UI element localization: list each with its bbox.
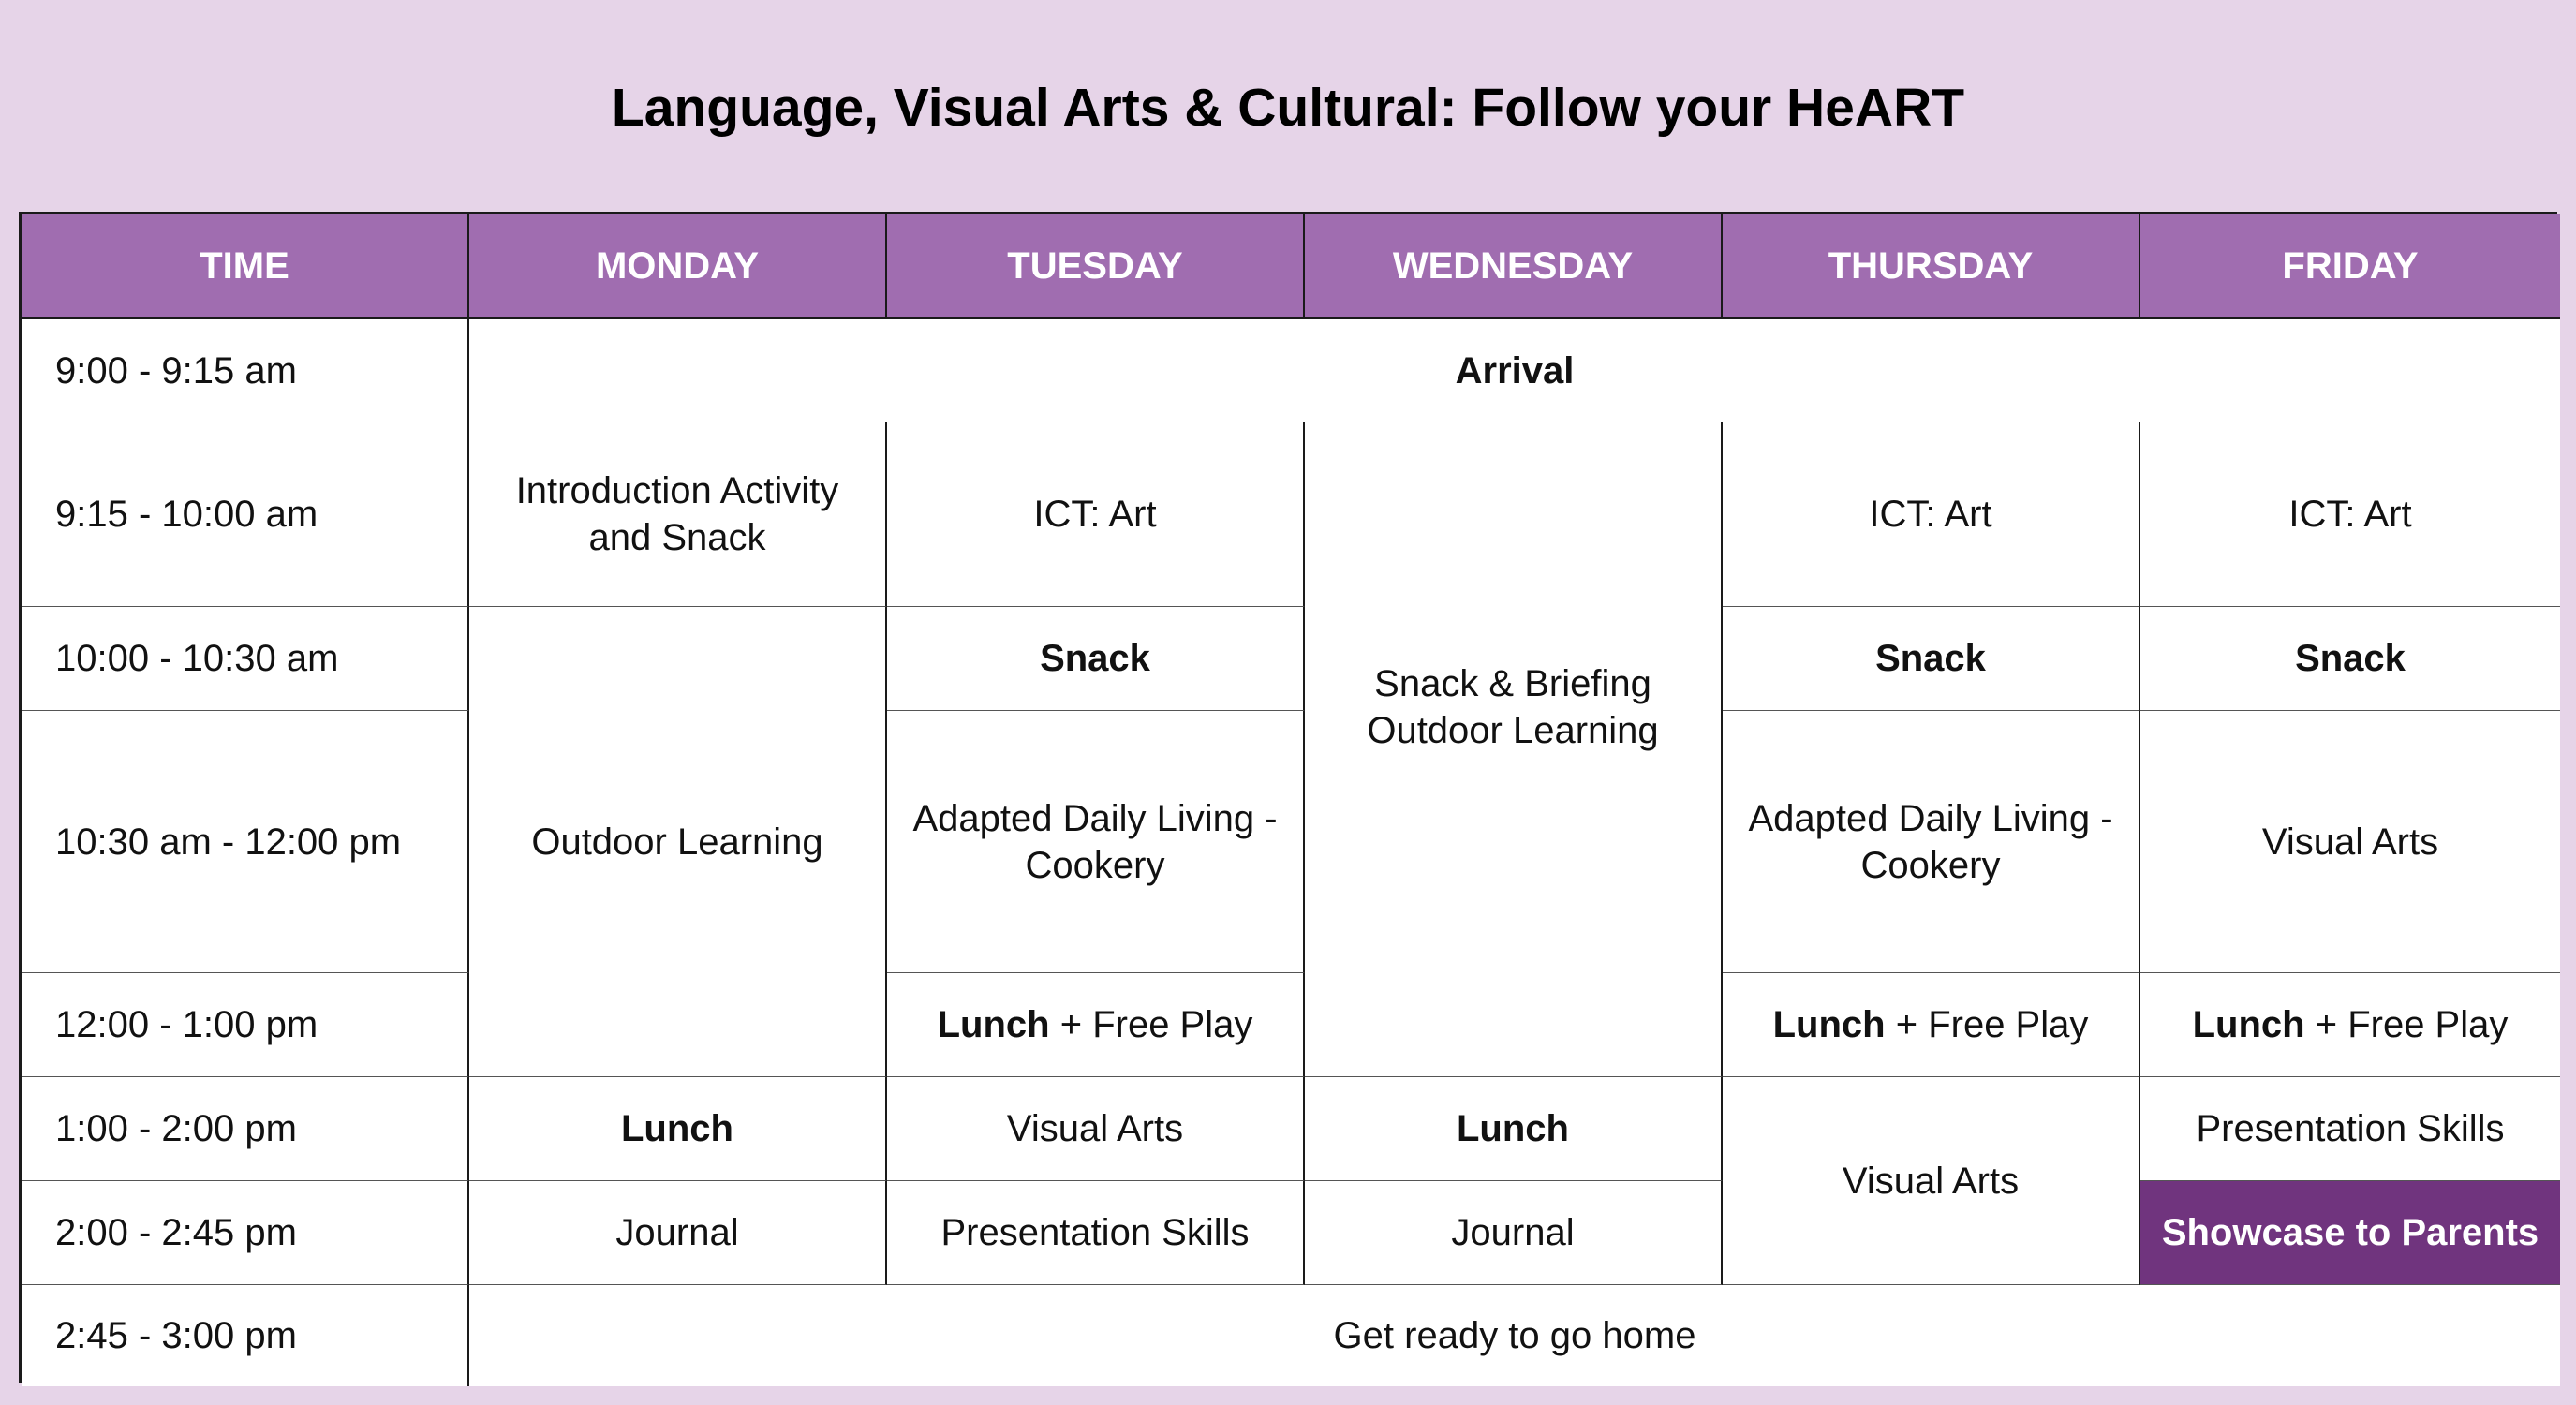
tuesday-visual: Visual Arts bbox=[887, 1077, 1305, 1181]
arrival-cell: Arrival bbox=[469, 319, 2560, 422]
tuesday-lunch-rest: + Free Play bbox=[1049, 1004, 1253, 1045]
thursday-adl bbox=[1723, 711, 2140, 973]
go-home-cell: Get ready to go home bbox=[469, 1285, 2560, 1386]
wednesday-snack-briefing bbox=[1305, 422, 1723, 1077]
friday-showcase: Showcase to Parents bbox=[2140, 1181, 2560, 1285]
monday-outdoor: Outdoor Learning bbox=[469, 607, 887, 1077]
header-friday: FRIDAY bbox=[2140, 214, 2560, 319]
friday-lunch bbox=[2140, 973, 2560, 1077]
monday-journal: Journal bbox=[469, 1181, 887, 1285]
tuesday-ict: ICT: Art bbox=[887, 422, 1305, 607]
time-slot: 2:45 - 3:00 pm bbox=[22, 1285, 469, 1386]
thursday-adl-label: Adapted Daily Living - Cookery bbox=[1748, 797, 2113, 886]
time-slot: 10:30 am - 12:00 pm bbox=[22, 711, 469, 973]
thursday-ict: ICT: Art bbox=[1723, 422, 2140, 607]
tuesday-presentation: Presentation Skills bbox=[887, 1181, 1305, 1285]
tuesday-lunch bbox=[887, 973, 1305, 1077]
friday-ict: ICT: Art bbox=[2140, 422, 2560, 607]
page-title: Language, Visual Arts & Cultural: Follow your HeART bbox=[611, 78, 1965, 138]
timetable bbox=[19, 212, 2557, 1383]
time-slot: 9:15 - 10:00 am bbox=[22, 422, 469, 607]
thursday-lunch-rest: + Free Play bbox=[1885, 1004, 2089, 1045]
tuesday-adl bbox=[887, 711, 1305, 973]
thursday-lunch-bold: Lunch bbox=[1772, 1004, 1886, 1045]
friday-visual: Visual Arts bbox=[2140, 711, 2560, 973]
monday-intro-label: Introduction Activity and Snack bbox=[515, 470, 839, 558]
wednesday-snack-briefing-label: Snack & Briefing Outdoor Learning bbox=[1367, 663, 1659, 751]
thursday-lunch bbox=[1723, 973, 2140, 1077]
tuesday-snack: Snack bbox=[887, 607, 1305, 711]
thursday-visual: Visual Arts bbox=[1723, 1077, 2140, 1285]
time-slot: 1:00 - 2:00 pm bbox=[22, 1077, 469, 1181]
thursday-snack: Snack bbox=[1723, 607, 2140, 711]
header-monday: MONDAY bbox=[469, 214, 887, 319]
header-tuesday: TUESDAY bbox=[887, 214, 1305, 319]
friday-snack: Snack bbox=[2140, 607, 2560, 711]
header-thursday: THURSDAY bbox=[1723, 214, 2140, 319]
time-slot: 12:00 - 1:00 pm bbox=[22, 973, 469, 1077]
friday-presentation: Presentation Skills bbox=[2140, 1077, 2560, 1181]
wednesday-journal: Journal bbox=[1305, 1181, 1723, 1285]
wednesday-lunch: Lunch bbox=[1305, 1077, 1723, 1181]
time-slot: 9:00 - 9:15 am bbox=[22, 319, 469, 422]
time-slot: 10:00 - 10:30 am bbox=[22, 607, 469, 711]
time-slot: 2:00 - 2:45 pm bbox=[22, 1181, 469, 1285]
monday-intro bbox=[469, 422, 887, 607]
header-wednesday: WEDNESDAY bbox=[1305, 214, 1723, 319]
friday-lunch-rest: + Free Play bbox=[2304, 1004, 2509, 1045]
monday-lunch: Lunch bbox=[469, 1077, 887, 1181]
tuesday-adl-label: Adapted Daily Living - Cookery bbox=[912, 797, 1278, 886]
tuesday-lunch-bold: Lunch bbox=[937, 1004, 1050, 1045]
header-time: TIME bbox=[22, 214, 469, 319]
friday-lunch-bold: Lunch bbox=[2192, 1004, 2305, 1045]
